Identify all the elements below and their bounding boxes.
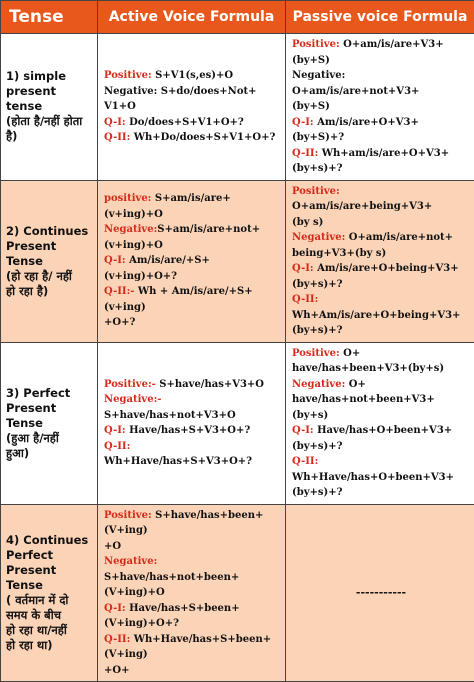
formula-text: O+am/is/are+being+V3+ [292, 201, 432, 212]
formula-line [104, 392, 281, 423]
formula-text: Wh+Have/has+S+V3+O+? [104, 456, 252, 467]
tense-cell [1, 180, 98, 342]
tense-line: हो रहा था/नहीं [6, 623, 93, 638]
formula-line [292, 277, 470, 293]
formula-text: (by+s)+? [292, 487, 343, 498]
formula-text: O+ have/has+been+V3+(by+s) [292, 348, 444, 375]
formula-line [104, 663, 281, 679]
formula-label: Q-I: [104, 117, 126, 128]
formula-line [292, 377, 470, 408]
formula-line [104, 115, 281, 131]
formula-line [292, 230, 470, 246]
formula-label: Positive: [104, 510, 152, 521]
formula-label: Q-II: [292, 456, 318, 467]
tense-line: ( वर्तमान में दो [6, 593, 93, 608]
tense-line: हो रहा था) [6, 638, 93, 653]
formula-line [292, 454, 470, 485]
formula-line [104, 222, 281, 253]
formula-line [104, 554, 281, 585]
formula-line [292, 261, 470, 277]
formula-text: (by s) [292, 217, 323, 228]
row-continuous-perfect-present [1, 504, 474, 682]
tense-line: है) [6, 129, 93, 144]
formula-line [292, 423, 470, 454]
tense-line: present tense [6, 84, 93, 114]
passive-formula-cell [286, 180, 474, 342]
tense-line: हुआ) [6, 446, 93, 461]
tense-line: 2) Continues [6, 224, 93, 239]
passive-placeholder-cell: ----------- [286, 504, 474, 682]
formula-line [292, 68, 470, 99]
tense-cell [1, 342, 98, 504]
formula-text: Wh+Do/does+S+V1+O+? [130, 132, 275, 143]
formula-label: positive: [104, 193, 151, 204]
formula-label: Negative: [104, 224, 157, 235]
formula-line [104, 539, 281, 555]
formula-label: Positive: [292, 39, 340, 50]
formula-text: S+am/is/are+(v+ing)+O [104, 193, 231, 220]
tense-line: Present Tense [6, 401, 93, 431]
formula-text: Do/does+S+V1+O+? [126, 117, 244, 128]
formula-label: Negative:- [104, 394, 161, 405]
formula-line [104, 377, 281, 393]
formula-line [292, 485, 470, 501]
formula-text: Am/is/are+O+V3+(by+S)+? [292, 117, 419, 144]
formula-line [292, 246, 470, 262]
active-formula-cell [98, 34, 286, 181]
row-simple-present [1, 34, 474, 181]
formula-line [292, 115, 470, 146]
formula-text: Wh+Have/has+S+been+(V+ing) [104, 634, 271, 661]
formula-text: +O+ [104, 665, 129, 676]
formula-line [104, 508, 281, 539]
formula-line [292, 37, 470, 68]
tense-line: 3) Perfect [6, 386, 93, 401]
formula-text: (by+s)+? [292, 279, 343, 290]
formula-label: Negative: [292, 379, 345, 390]
formula-text: S+have/has+not+been+ [104, 572, 239, 583]
formula-line [104, 585, 281, 601]
active-formula-cell [98, 180, 286, 342]
formula-text: Am/is/are/+S+(v+ing)+O+? [104, 255, 210, 282]
formula-text: S+am/is/are+not+(v+ing)+O [104, 224, 260, 251]
formula-label: Q-II: [104, 132, 130, 143]
formula-label: Q-I: [292, 117, 314, 128]
formula-line [104, 68, 281, 84]
formula-text: Wh+Have/has+O+been+V3+ [292, 472, 454, 483]
formula-line [104, 84, 281, 115]
tense-line: Present Tense [6, 563, 93, 593]
formula-text: (by+s)+? [292, 325, 343, 336]
formula-label: Negative: [292, 232, 345, 243]
formula-label: Q-I: [292, 425, 314, 436]
formula-label: Positive:- [104, 379, 156, 390]
formula-text: (V+ing)+O [104, 587, 165, 598]
formula-line [292, 215, 470, 231]
formula-text: (by+s) [292, 410, 328, 421]
formula-text: Have/has+S+V3+O+? [126, 425, 251, 436]
formula-line [104, 601, 281, 632]
formula-label: Positive: [292, 348, 340, 359]
tense-cell [1, 34, 98, 181]
formula-text: O+am/is/are+not+ [345, 232, 453, 243]
formula-text: S+have/has+not+V3+O [104, 410, 236, 421]
formula-label: Q-I: [292, 263, 314, 274]
tense-line: (होता है/नहीं होता [6, 114, 93, 129]
header-tense: Tense [1, 1, 98, 34]
formula-label: Q-I: [104, 425, 126, 436]
formula-line [104, 315, 281, 331]
tense-line: Perfect [6, 548, 93, 563]
formula-text: (by+S) [292, 101, 330, 112]
tense-line: समय के बीच [6, 608, 93, 623]
formula-text: Wh+am/is/are+O+V3+(by+s)+? [292, 148, 449, 175]
passive-formula-cell [286, 342, 474, 504]
tense-line: 4) Continues [6, 533, 93, 548]
tense-line: (हुआ है/नहीं [6, 431, 93, 446]
formula-text: Negative: O+am/is/are+not+V3+ [292, 70, 419, 97]
tense-cell [1, 504, 98, 682]
formula-text: being+V3+(by s) [292, 248, 386, 259]
formula-text: O+ have/has+not+been+V3+ [292, 379, 435, 406]
formula-line [292, 346, 470, 377]
formula-label: Q-I: [104, 603, 126, 614]
formula-label: Q-II:- [104, 286, 134, 297]
formula-label: Positive: [104, 70, 152, 81]
tense-line: हो रहा है) [6, 284, 93, 299]
formula-text: Have/has+O+been+V3+(by+s)+? [292, 425, 452, 452]
row-perfect-present [1, 342, 474, 504]
formula-text: Have/has+S+been+(V+ing)+O+? [104, 603, 240, 630]
header-row [1, 1, 474, 34]
formula-text: S+have/has+been+(V+ing) [104, 510, 263, 537]
formula-text: +O+? [104, 317, 135, 328]
formula-line [104, 191, 281, 222]
formula-text: Am/is/are+O+being+V3+ [314, 263, 459, 274]
tense-line: Present Tense [6, 239, 93, 269]
formula-line [104, 130, 281, 146]
formula-label: Negative: [104, 556, 157, 567]
formula-label: Q-II: [292, 148, 318, 159]
formula-text: S+have/has+V3+O [156, 379, 264, 390]
active-formula-cell [98, 504, 286, 682]
formula-text: +O [104, 541, 121, 552]
formula-line [292, 408, 470, 424]
formula-label: Q-I: [104, 255, 126, 266]
formula-line [292, 146, 470, 177]
formula-text: S+V1(s,es)+O [152, 70, 233, 81]
formula-line [104, 284, 281, 315]
formula-line [104, 423, 281, 439]
formula-line [104, 632, 281, 663]
formula-label: Q-II: [292, 294, 318, 305]
formula-line [292, 184, 470, 215]
formula-text: Wh+Am/is/are+O+being+V3+ [292, 310, 460, 321]
formula-text: Wh + Am/is/are/+S+(v+ing) [104, 286, 253, 313]
header-active-voice: Active Voice Formula [98, 1, 286, 34]
formula-line [104, 439, 281, 470]
header-passive-voice: Passive voice Formula [286, 1, 474, 34]
formula-label: Q-II: [104, 634, 130, 645]
formula-text: O+am/is/are+V3+(by+S) [292, 39, 444, 66]
active-formula-cell [98, 342, 286, 504]
tense-line: 1) simple [6, 69, 93, 84]
formula-line [292, 323, 470, 339]
formula-text: Negative: S+do/does+Not+ V1+O [104, 86, 257, 113]
formula-label: Positive: [292, 186, 340, 197]
formula-line [292, 292, 470, 323]
formula-label: Q-II: [104, 441, 130, 452]
formula-line [292, 99, 470, 115]
formula-line [104, 253, 281, 284]
tense-line: (हो रहा है/ नहीं [6, 269, 93, 284]
row-continuous-present [1, 180, 474, 342]
passive-formula-cell [286, 34, 474, 181]
